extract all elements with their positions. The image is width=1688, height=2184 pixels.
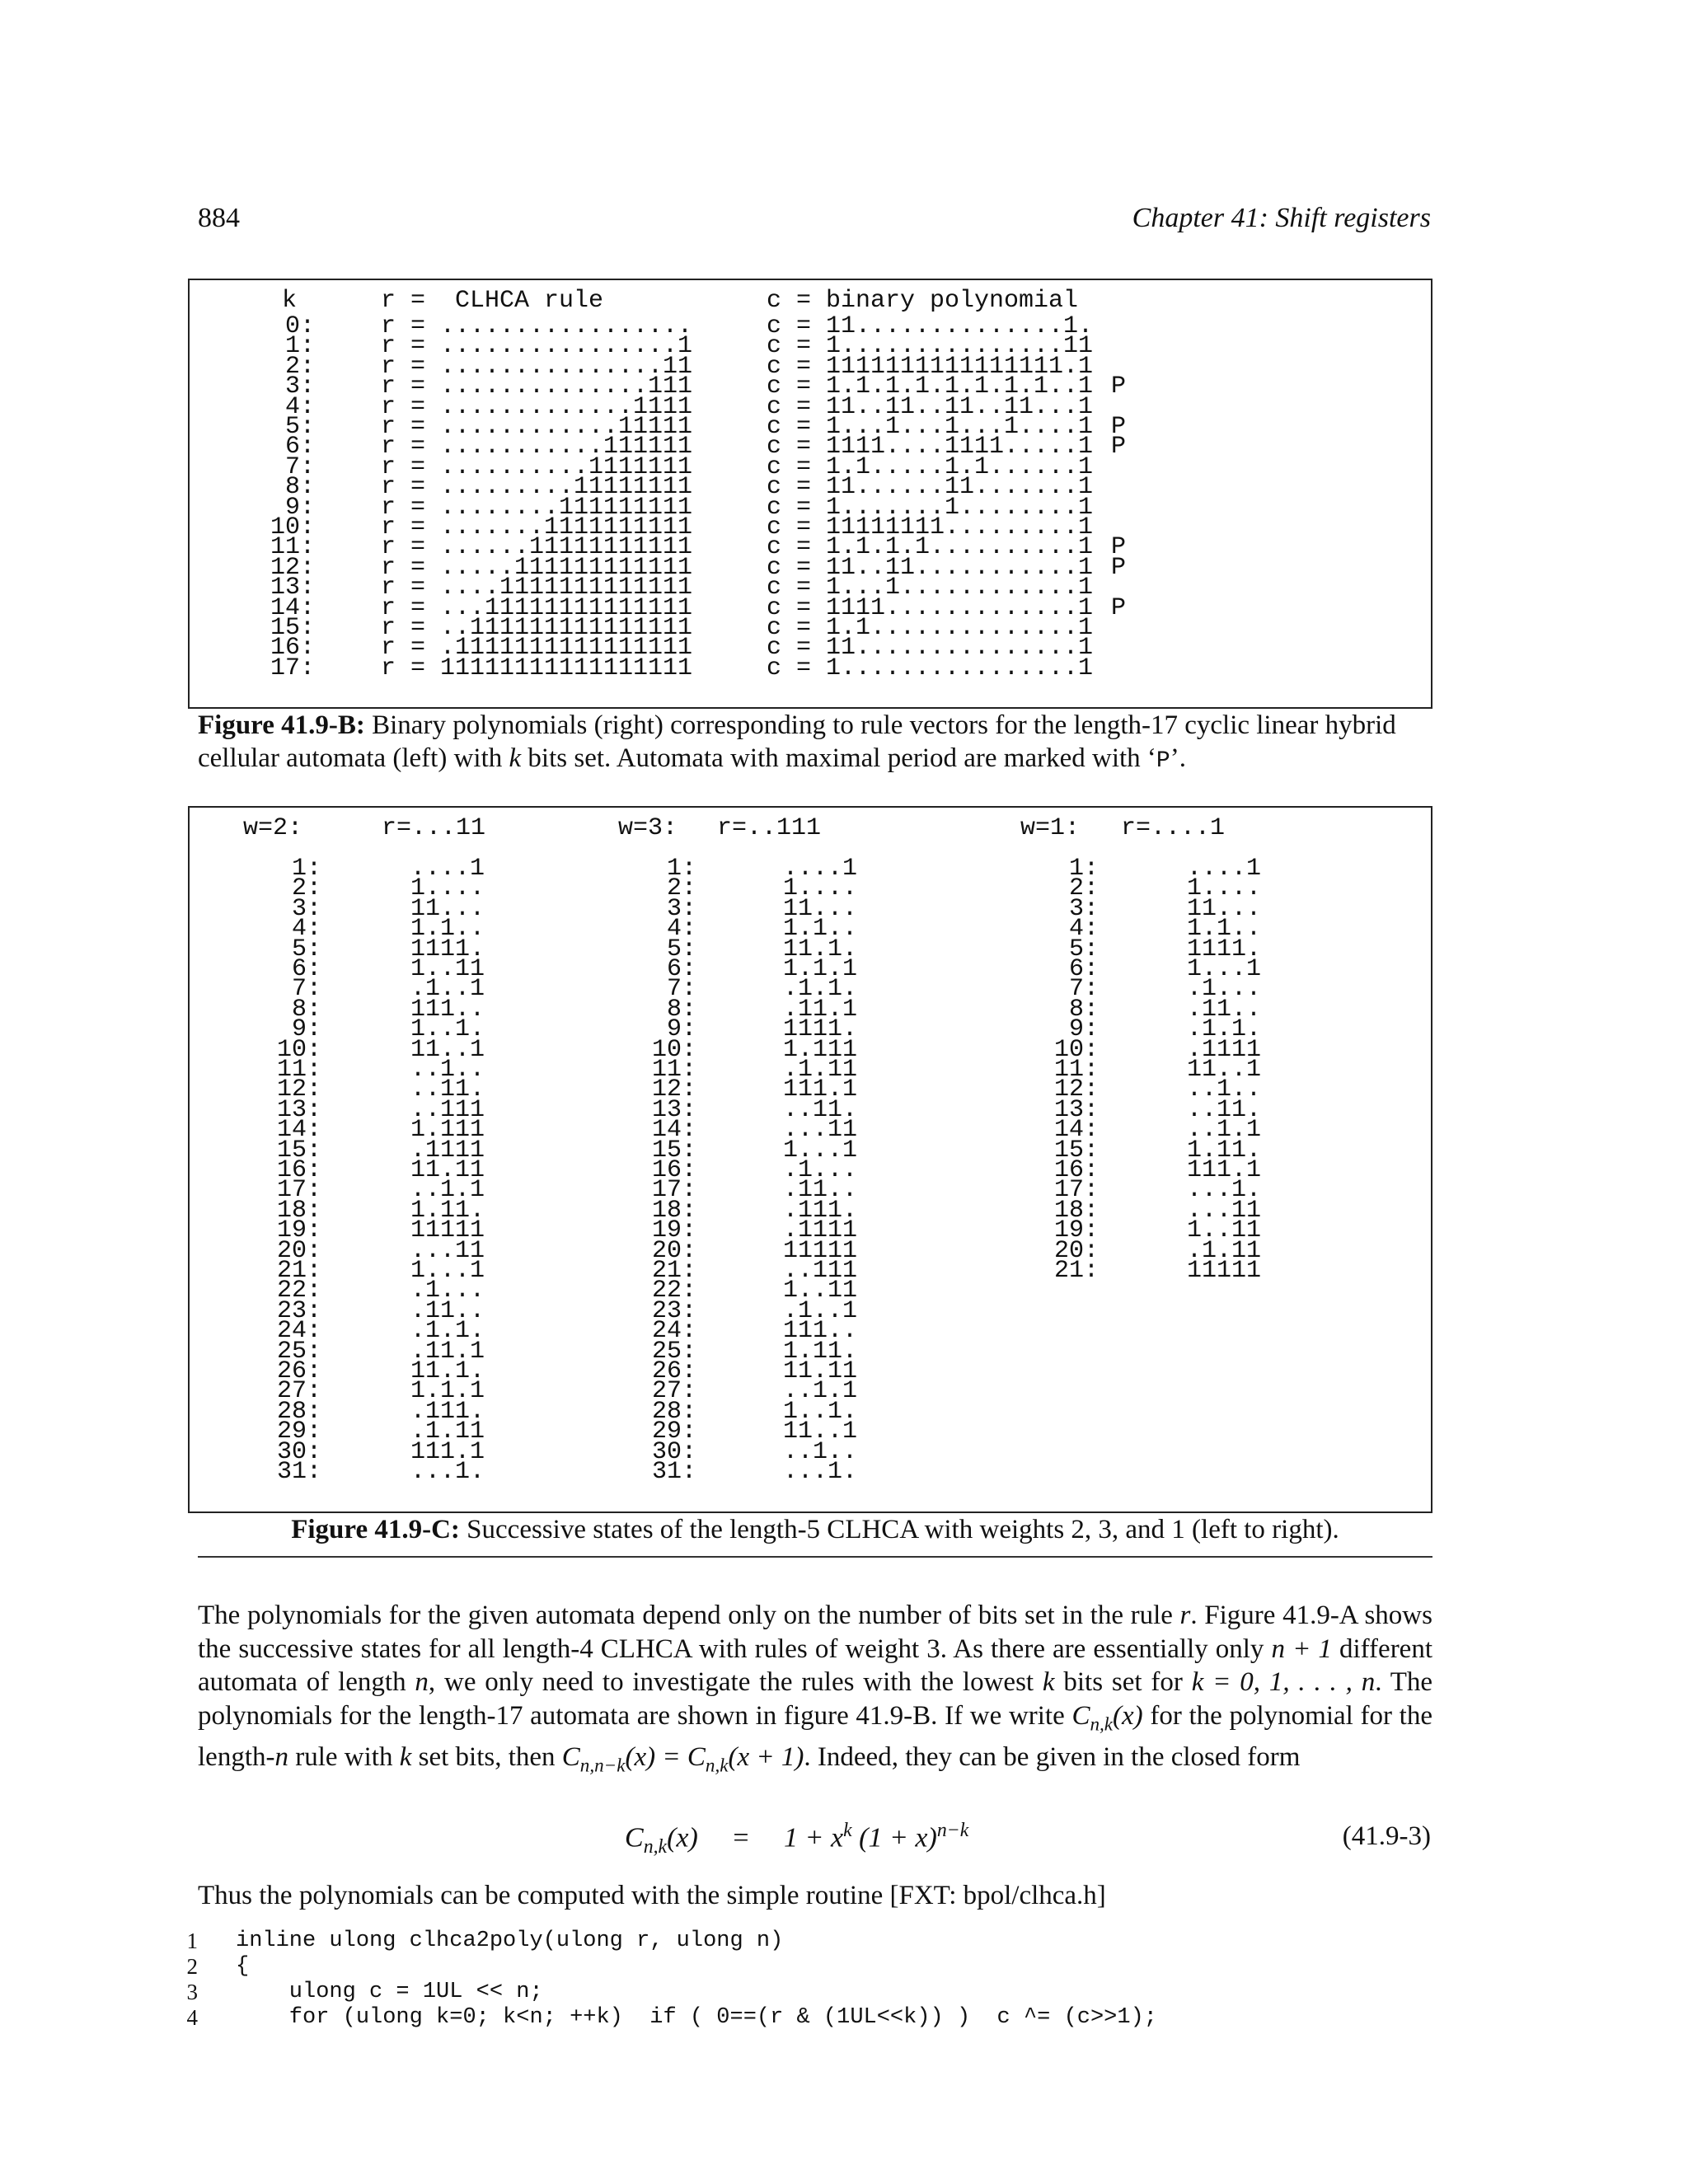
fig-c-index: 8: [666, 995, 696, 1024]
fig-c-state: 11... [410, 894, 485, 923]
fig-b-maximal-mark: P [1111, 553, 1127, 582]
fig-c-index: 27: [276, 1377, 321, 1406]
fig-b-rule: r = ..111111111111111 [381, 614, 693, 642]
fig-c-index: 15: [1053, 1136, 1099, 1165]
fig-c-index: 3: [1068, 894, 1099, 923]
figure-separator-rule [198, 1556, 1432, 1558]
fig-c-state: 1..11 [410, 955, 485, 983]
caption-var-k: k [509, 743, 522, 773]
fig-c-index: 28: [276, 1397, 321, 1426]
fig-c-index: 16: [1053, 1156, 1099, 1184]
fig-c-state: 1.1.. [1187, 915, 1262, 944]
fig-b-rule: r = ....1111111111111 [381, 574, 693, 602]
fig-c-state: 1.... [1187, 874, 1262, 903]
fig-c-index: 28: [651, 1397, 696, 1426]
fig-b-poly: c = 11..............1. [767, 312, 1094, 340]
fig-c-index: 4: [1068, 915, 1099, 944]
fig-c-index: 4: [291, 915, 321, 944]
fig-c-index: 25: [651, 1337, 696, 1366]
fig-b-k: 0: [284, 312, 315, 340]
fig-c-weight: w=3: [618, 814, 678, 842]
fig-c-index: 15: [276, 1136, 321, 1165]
fig-c-index: 24: [276, 1317, 321, 1346]
fig-c-index: 19: [651, 1216, 696, 1245]
fig-c-index: 17: [1053, 1176, 1099, 1205]
fig-c-state: .11.. [410, 1296, 485, 1325]
figure-41-9-b-caption [198, 709, 1432, 778]
fig-b-k: 12: [270, 553, 315, 582]
fig-c-index: 8: [291, 995, 321, 1024]
fig-b-rule: r = ..............111 [381, 373, 693, 401]
fig-b-poly: c = 1111....1111.....1 [767, 433, 1094, 462]
fig-b-poly: c = 11......11.......1 [767, 473, 1094, 502]
fig-c-state: ...1. [410, 1458, 485, 1486]
fig-b-k: 3: [284, 373, 315, 401]
fig-c-state: ....1 [783, 855, 858, 883]
fig-b-rule: r = 11111111111111111 [381, 654, 693, 682]
fig-b-poly: c = 11..11...........1 [767, 553, 1094, 582]
fig-b-poly: c = 1...1...1...1....1 [767, 413, 1094, 441]
fig-b-k: 4: [284, 392, 315, 421]
fig-c-index: 16: [651, 1156, 696, 1184]
fig-c-index: 6: [291, 955, 321, 983]
figure-41-9-c [188, 806, 1432, 1513]
fig-c-state: 1.1.1 [783, 955, 858, 983]
fig-b-poly: c = 1.1..............1 [767, 614, 1094, 642]
code-line [181, 1954, 1418, 1979]
fig-b-poly: c = 1.1.1.1.1.1.1.1..1 [767, 373, 1094, 401]
code-text: for (ulong k=0; k<n; ++k) if ( 0==(r & (1UL<<k)) ) c ^= (c>>1); [236, 2005, 1157, 2030]
fig-c-state: 1.11. [1187, 1136, 1262, 1165]
fig-c-state: 1.11. [783, 1337, 858, 1366]
fig-c-index: 4: [666, 915, 696, 944]
fig-c-state: 111.1 [410, 1437, 485, 1466]
fig-c-state: ..11. [410, 1076, 485, 1104]
fig-c-state: ...1. [783, 1458, 858, 1486]
fig-c-state: .1111 [783, 1216, 858, 1245]
fig-c-index: 5: [1068, 935, 1099, 963]
fig-b-k: 8: [284, 473, 315, 502]
fig-c-index: 22: [276, 1277, 321, 1305]
fig-c-state: 11..1 [783, 1418, 858, 1446]
fig-b-k: 14: [270, 593, 315, 622]
page-number: 884 [198, 203, 240, 233]
figure-41-9-b [188, 279, 1432, 709]
fig-c-state: 11..1 [410, 1035, 485, 1064]
fig-c-index: 18: [276, 1196, 321, 1225]
fig-b-poly: c = 11111111.........1 [767, 513, 1094, 541]
fig-b-header-k: k [282, 287, 298, 315]
fig-c-index: 8: [1068, 995, 1099, 1024]
fig-b-k: 17: [270, 654, 315, 682]
fig-c-state: ...1. [1187, 1176, 1262, 1205]
fig-c-index: 14: [1053, 1116, 1099, 1145]
fig-c-index: 5: [291, 935, 321, 963]
fig-c-state: .11.. [1187, 995, 1262, 1024]
fig-c-state: 1.111 [783, 1035, 858, 1064]
fig-c-state: ..1.. [410, 1056, 485, 1084]
fig-c-state: ...11 [783, 1116, 858, 1145]
fig-c-index: 11: [651, 1056, 696, 1084]
fig-c-rule: r=..111 [717, 814, 822, 842]
fig-b-k: 13: [270, 574, 315, 602]
fig-b-maximal-mark: P [1111, 413, 1127, 441]
fig-c-index: 11: [1053, 1056, 1099, 1084]
line-number: 3 [186, 1980, 198, 2004]
fig-c-state: 1...1 [410, 1257, 485, 1285]
fig-c-state: 11.11 [410, 1156, 485, 1184]
fig-b-maximal-mark: P [1111, 373, 1127, 401]
fig-c-index: 7: [1068, 975, 1099, 1004]
fig-c-index: 21: [276, 1257, 321, 1285]
fig-b-rule: r = .........11111111 [381, 473, 693, 502]
fig-b-poly: c = 1...............11 [767, 332, 1094, 361]
fig-c-index: 17: [276, 1176, 321, 1205]
fig-c-state: 1..1. [783, 1397, 858, 1426]
fig-b-k: 9: [284, 493, 315, 522]
fig-b-rule: r = ........111111111 [381, 493, 693, 522]
fig-c-index: 22: [651, 1277, 696, 1305]
fig-c-state: 111.1 [783, 1076, 858, 1104]
fig-c-state: ..1.. [1187, 1076, 1262, 1104]
fig-c-index: 31: [651, 1458, 696, 1486]
fig-b-k: 5: [284, 413, 315, 441]
fig-c-state: ....1 [410, 855, 485, 883]
fig-b-k: 7: [284, 452, 315, 481]
body-paragraph-2: Thus the polynomials can be computed with the simple routine [FXT: bpol/clhca.h] [198, 1881, 1106, 1910]
fig-c-state: 1.111 [410, 1116, 485, 1145]
fig-b-rule: r = ......11111111111 [381, 533, 693, 562]
fig-c-index: 20: [651, 1236, 696, 1265]
fig-b-poly: c = 1.......1........1 [767, 493, 1094, 522]
caption-label: Figure 41.9-B: [198, 710, 365, 740]
equation-41-9-3: $C_{n,k}(x)$ = $1 + x^k$ $(1 + x)^{n-k}$ [625, 1820, 969, 1858]
fig-c-index: 1: [666, 855, 696, 883]
fig-c-state: ...11 [1187, 1196, 1262, 1225]
fig-c-index: 9: [666, 1015, 696, 1044]
fig-c-index: 26: [276, 1357, 321, 1385]
fig-c-index: 6: [1068, 955, 1099, 983]
fig-b-k: 2: [284, 352, 315, 381]
line-number: 2 [186, 1954, 198, 1979]
fig-c-index: 10: [651, 1035, 696, 1064]
fig-b-poly: c = 1................1 [767, 654, 1094, 682]
fig-c-index: 17: [651, 1176, 696, 1205]
fig-c-index: 9: [1068, 1015, 1099, 1044]
fig-c-state: .1.1. [783, 975, 858, 1004]
fig-c-state: 1111. [1187, 935, 1262, 963]
fig-c-state: .1.1. [410, 1317, 485, 1346]
fig-c-index: 10: [276, 1035, 321, 1064]
fig-c-state: .1.11 [1187, 1236, 1262, 1265]
fig-b-rule: r = ..........1111111 [381, 452, 693, 481]
fig-b-header-r: r = CLHCA rule [381, 287, 604, 315]
fig-c-state: .1.1. [1187, 1015, 1262, 1044]
fig-c-index: 19: [276, 1216, 321, 1245]
fig-c-index: 13: [651, 1095, 696, 1124]
fig-c-index: 7: [666, 975, 696, 1004]
fig-c-index: 2: [291, 874, 321, 903]
fig-c-index: 9: [291, 1015, 321, 1044]
fig-c-state: ..1.. [783, 1437, 858, 1466]
fig-c-index: 25: [276, 1337, 321, 1366]
fig-c-state: ..11. [1187, 1095, 1262, 1124]
fig-b-poly: c = 1111.............1 [767, 593, 1094, 622]
code-line [181, 1980, 1418, 2004]
fig-c-state: .111. [410, 1397, 485, 1426]
fig-c-index: 7: [291, 975, 321, 1004]
fig-c-state: .11.1 [783, 995, 858, 1024]
fig-c-state: 11111 [783, 1236, 858, 1265]
fig-c-state: 1..11 [1187, 1216, 1262, 1245]
fig-b-poly: c = 11..11..11..11...1 [767, 392, 1094, 421]
fig-c-state: .11.1 [410, 1337, 485, 1366]
fig-c-index: 12: [1053, 1076, 1099, 1104]
fig-c-state: 1.... [410, 874, 485, 903]
fig-c-state: ....1 [1187, 855, 1262, 883]
fig-c-index: 15: [651, 1136, 696, 1165]
fig-c-state: 11111 [410, 1216, 485, 1245]
fig-c-state: .1... [1187, 975, 1262, 1004]
fig-b-rule: r = .............1111 [381, 392, 693, 421]
fig-c-index: 13: [276, 1095, 321, 1124]
fig-c-index: 5: [666, 935, 696, 963]
fig-c-state: ..11. [783, 1095, 858, 1124]
fig-b-maximal-mark: P [1111, 593, 1127, 622]
fig-b-k: 1: [284, 332, 315, 361]
fig-c-index: 30: [651, 1437, 696, 1466]
fig-c-state: ..111 [410, 1095, 485, 1124]
fig-c-state: 1.1.. [410, 915, 485, 944]
fig-c-state: .1..1 [410, 975, 485, 1004]
fig-b-rule: r = ................. [381, 312, 693, 340]
fig-c-index: 16: [276, 1156, 321, 1184]
fig-c-state: .1.11 [410, 1418, 485, 1446]
fig-b-poly: c = 1111111111111111.1 [767, 352, 1094, 381]
fig-b-poly: c = 1.1.....1.1......1 [767, 452, 1094, 481]
fig-c-index: 23: [276, 1296, 321, 1325]
fig-b-rule: r = ............11111 [381, 413, 693, 441]
fig-c-rule: r=...11 [382, 814, 486, 842]
fig-c-index: 27: [651, 1377, 696, 1406]
fig-c-index: 20: [276, 1236, 321, 1265]
fig-c-index: 19: [1053, 1216, 1099, 1245]
fig-b-poly: c = 1.1.1.1..........1 [767, 533, 1094, 562]
fig-c-state: 1111. [783, 1015, 858, 1044]
fig-c-index: 3: [666, 894, 696, 923]
fig-c-index: 6: [666, 955, 696, 983]
fig-c-index: 2: [1068, 874, 1099, 903]
fig-c-state: 1.1.. [783, 915, 858, 944]
fig-c-state: .1..1 [783, 1296, 858, 1325]
fig-b-rule: r = ...........111111 [381, 433, 693, 462]
fig-c-index: 18: [1053, 1196, 1099, 1225]
fig-b-k: 16: [270, 634, 315, 663]
fig-c-state: 1.1.1 [410, 1377, 485, 1406]
fig-c-state: 1...1 [783, 1136, 858, 1165]
fig-c-index: 29: [276, 1418, 321, 1446]
caption-mark: P [1156, 748, 1170, 774]
fig-c-state: 1..1. [410, 1015, 485, 1044]
fig-c-index: 11: [276, 1056, 321, 1084]
fig-c-state: 11... [1187, 894, 1262, 923]
fig-c-state: ..1.1 [1187, 1116, 1262, 1145]
fig-c-state: ..1.1 [783, 1377, 858, 1406]
fig-c-state: 111.. [410, 995, 485, 1024]
fig-c-state: .1.11 [783, 1056, 858, 1084]
fig-c-index: 2: [666, 874, 696, 903]
fig-c-state: ...11 [410, 1236, 485, 1265]
fig-c-rule: r=....1 [1121, 814, 1226, 842]
fig-b-rule: r = .....111111111111 [381, 553, 693, 582]
fig-c-state: .1111 [410, 1136, 485, 1165]
fig-c-state: .1... [783, 1156, 858, 1184]
fig-b-rule: r = ................1 [381, 332, 693, 361]
line-number: 4 [186, 2005, 198, 2030]
fig-b-k: 11: [270, 533, 315, 562]
fig-c-index: 31: [276, 1458, 321, 1486]
fig-c-index: 26: [651, 1357, 696, 1385]
fig-c-state: 1..11 [783, 1277, 858, 1305]
fig-c-index: 30: [276, 1437, 321, 1466]
fig-c-state: 11111 [1187, 1257, 1262, 1285]
caption-label: Figure 41.9-C: [291, 1515, 460, 1544]
caption-text: ’. [1170, 743, 1186, 773]
fig-c-state: 1111. [410, 935, 485, 963]
fig-c-state: 111.1 [1187, 1156, 1262, 1184]
fig-c-index: 13: [1053, 1095, 1099, 1124]
fig-c-index: 1: [291, 855, 321, 883]
fig-b-rule: r = ...............11 [381, 352, 693, 381]
caption-text: bits set. Automata with maximal period are marked with ‘ [521, 743, 1156, 773]
fig-b-maximal-mark: P [1111, 533, 1127, 562]
fig-b-rule: r = .1111111111111111 [381, 634, 693, 663]
fig-c-state: 1.11. [410, 1196, 485, 1225]
fig-c-state: 11... [783, 894, 858, 923]
fig-c-index: 21: [651, 1257, 696, 1285]
fig-b-k: 10: [270, 513, 315, 541]
fig-c-index: 20: [1053, 1236, 1099, 1265]
code-text: inline ulong clhca2poly(ulong r, ulong n) [236, 1929, 784, 1953]
fig-c-state: 11.1. [783, 935, 858, 963]
fig-c-state: .11.. [783, 1176, 858, 1205]
fig-b-k: 6: [284, 433, 315, 462]
fig-c-state: 11.1. [410, 1357, 485, 1385]
fig-c-state: 111.. [783, 1317, 858, 1346]
fig-c-index: 12: [276, 1076, 321, 1104]
fig-c-state: .1111 [1187, 1035, 1262, 1064]
fig-c-index: 23: [651, 1296, 696, 1325]
fig-c-state: 1...1 [1187, 955, 1262, 983]
fig-b-poly: c = 1...1............1 [767, 574, 1094, 602]
fig-c-state: 11.11 [783, 1357, 858, 1385]
fig-c-index: 12: [651, 1076, 696, 1104]
code-line [181, 2005, 1418, 2030]
fig-c-state: ..1.1 [410, 1176, 485, 1205]
code-line [181, 1929, 1418, 1953]
fig-b-header-c: c = binary polynomial [767, 287, 1079, 315]
fig-c-index: 18: [651, 1196, 696, 1225]
fig-c-state: 11..1 [1187, 1056, 1262, 1084]
equation-number: (41.9-3) [1342, 1821, 1431, 1851]
fig-c-index: 14: [651, 1116, 696, 1145]
fig-b-k: 15: [270, 614, 315, 642]
fig-b-rule: r = .......1111111111 [381, 513, 693, 541]
chapter-title: Chapter 41: Shift registers [1132, 203, 1431, 233]
fig-c-state: ..111 [783, 1257, 858, 1285]
fig-c-index: 29: [651, 1418, 696, 1446]
fig-c-index: 3: [291, 894, 321, 923]
fig-c-index: 14: [276, 1116, 321, 1145]
fig-b-rule: r = ...11111111111111 [381, 593, 693, 622]
figure-41-9-c-caption [198, 1513, 1432, 1546]
fig-c-state: 1.... [783, 874, 858, 903]
fig-b-poly: c = 11...............1 [767, 634, 1094, 663]
fig-c-state: .111. [783, 1196, 858, 1225]
fig-c-weight: w=2: [243, 814, 303, 842]
code-text: { [236, 1954, 250, 1979]
body-paragraph: The polynomials for the given automata depend only on the number of bits set in the rule r. Figure 41.9-A shows the successive states for all length-4 CLHCA with rules of weight 3. As there are essentially only n + 1 different automata of length n, we only need to investigate the rules with the lowest k bits set for k = 0, 1, . . . , n. The polynomials for the length-17 automata are shown in figure 41.9-B. If we write $C_{n,k}(x)$ for the polynomial for the length-n rule with k set bits, then $C_{n,n-k}(x) = C_{n,k}(x + 1)$. Indeed, they can be given in the closed form [198, 1601, 1433, 1776]
fig-c-index: 1: [1068, 855, 1099, 883]
fig-c-state: .1... [410, 1277, 485, 1305]
caption-text: Binary polynomials (right) corresponding to rule vectors for the length-17 cyclic linear hybrid cellular automata (left) with [198, 710, 1396, 773]
fig-b-maximal-mark: P [1111, 433, 1127, 462]
fig-c-index: 24: [651, 1317, 696, 1346]
line-number: 1 [186, 1929, 198, 1953]
caption-text: Successive states of the length-5 CLHCA with weights 2, 3, and 1 (left to right). [459, 1515, 1339, 1544]
fig-c-index: 10: [1053, 1035, 1099, 1064]
code-text: ulong c = 1UL << n; [236, 1980, 543, 2004]
fig-c-index: 21: [1053, 1257, 1099, 1285]
fig-c-weight: w=1: [1020, 814, 1081, 842]
